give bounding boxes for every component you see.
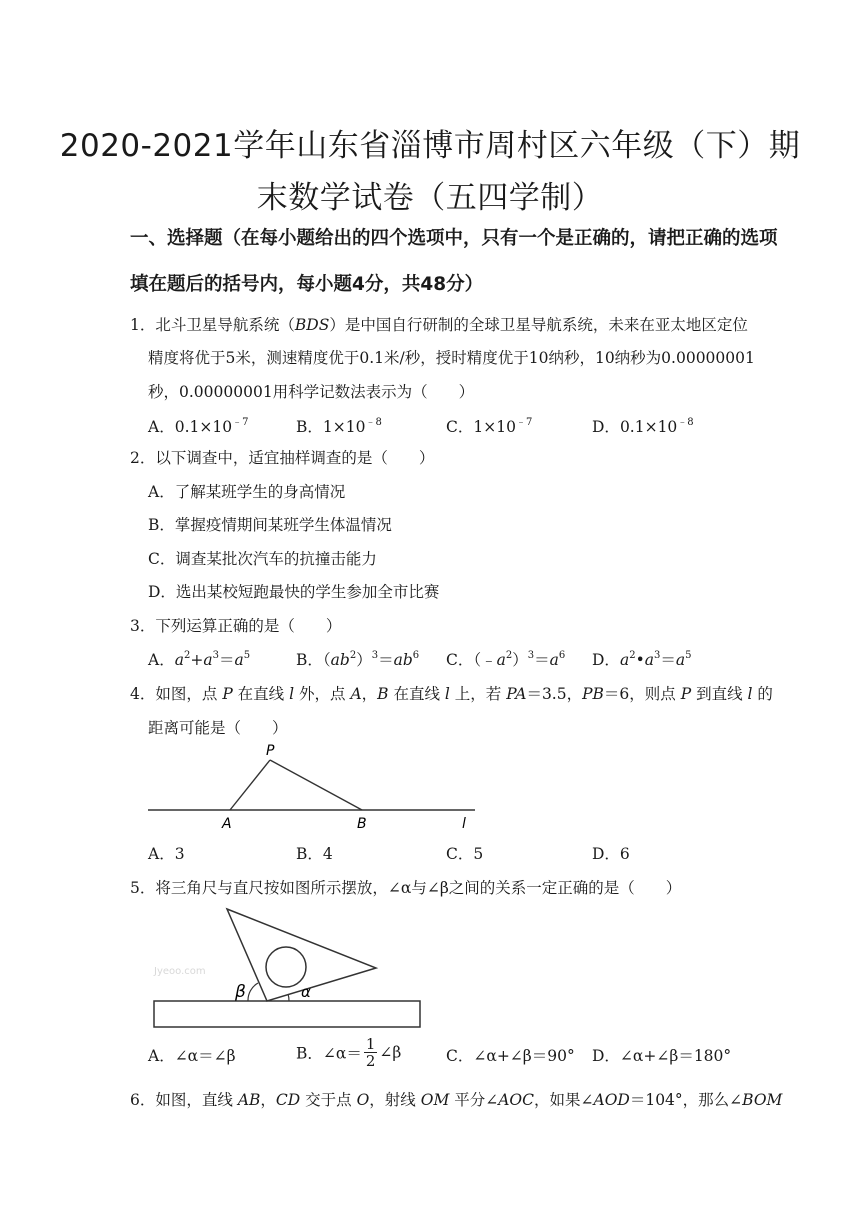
question-2-stem: 2．以下调查中，适宜抽样调查的是（ ） xyxy=(130,449,435,467)
question-4-line2: 距离可能是（ ） xyxy=(148,719,288,737)
q4-option-a: A．3 xyxy=(148,845,185,863)
q5-option-b: B．∠α＝ $\frac{1}{2}$ ∠β xyxy=(296,1035,402,1070)
label-l: l xyxy=(462,816,466,832)
question-5-stem: 5．将三角尺与直尺按如图所示摆放，∠α与∠β之间的关系一定正确的是（ ） xyxy=(130,879,682,897)
page-title-line1: 2020-2021学年山东省淄博市周村区六年级（下）期 xyxy=(59,128,801,164)
label-p: P xyxy=(266,743,275,759)
q1-option-d: D．$0.1\times 10^{﹣8}$ xyxy=(592,417,694,436)
section-heading-line2: 填在题后的括号内，每小题4分，共48分） xyxy=(130,274,484,295)
q3-option-c: C．$(﹣a^2)^3=a^6$ xyxy=(446,650,566,669)
q4-option-c: C．5 xyxy=(446,845,484,863)
q3-option-a: A．$a^2+a^3=a^5$ xyxy=(148,650,251,669)
q4-figure xyxy=(140,740,490,835)
q2-option-d: D．选出某校短跑最快的学生参加全市比赛 xyxy=(148,583,440,601)
segment-pa xyxy=(230,760,270,810)
question-number: 1． xyxy=(130,316,156,334)
label-alpha: α xyxy=(301,983,311,1001)
question-1-line3: 秒，0.00000001用科学记数法表示为（ ） xyxy=(148,383,475,401)
label-beta: β xyxy=(235,982,246,1002)
q5-option-c: C．∠α+∠β＝90° xyxy=(446,1047,575,1065)
fraction-one-half: $\frac{1}{2}$ xyxy=(365,1035,376,1070)
arc-alpha xyxy=(288,994,289,1001)
question-6-line1: 6．如图，直线 AB，CD 交于点 O，射线 OM 平分∠AOC，如果∠AOD＝104°，那么∠BOM xyxy=(130,1091,783,1109)
q2-option-c: C．调查某批次汽车的抗撞击能力 xyxy=(148,550,377,568)
q1-option-a: A．$0.1\times 10^{﹣7}$ xyxy=(148,417,249,436)
question-4-line1: 4．如图，点 P 在直线 l 外，点 A，B 在直线 l 上，若 PA＝3.5，PB＝6，则点 P 到直线 l 的 xyxy=(130,685,773,703)
q5-option-a: A．∠α＝∠β xyxy=(148,1047,236,1065)
q5-figure xyxy=(148,900,428,1035)
triangle-hole xyxy=(266,947,306,987)
arc-beta xyxy=(248,983,258,1001)
label-b: B xyxy=(357,816,367,832)
watermark: Jyeoo.com xyxy=(154,966,206,977)
q5-option-d: D．∠α+∠β＝180° xyxy=(592,1047,732,1065)
straight-ruler xyxy=(154,1001,420,1027)
q2-option-b: B．掌握疫情期间某班学生体温情况 xyxy=(148,516,392,534)
q3-option-b: B．$(ab^2)^3=ab^6$ xyxy=(296,650,420,669)
page-title-line2: 末数学试卷（五四学制） xyxy=(256,180,604,216)
q1-option-c: C．$1\times 10^{﹣7}$ xyxy=(446,417,533,436)
question-3-stem: 3．下列运算正确的是（ ） xyxy=(130,617,342,635)
label-a: A xyxy=(222,816,232,832)
question-1-line1: 1．北斗卫星导航系统（BDS）是中国自行研制的全球卫星导航系统，未来在亚太地区定位 xyxy=(130,316,748,334)
section-heading-line1: 一、选择题（在每小题给出的四个选项中，只有一个是正确的，请把正确的选项 xyxy=(130,228,778,249)
q4-option-b: B．4 xyxy=(296,845,333,863)
q1-option-b: B．$1\times 10^{﹣8}$ xyxy=(296,417,382,436)
q3-option-d: D．$a^2•a^3=a^5$ xyxy=(592,650,692,669)
segment-pb xyxy=(270,760,362,810)
q4-option-d: D．6 xyxy=(592,845,630,863)
question-1-line2: 精度将优于5米，测速精度优于0.1米/秒，授时精度优于10纳秒，10纳秒为0.00000001 xyxy=(148,349,755,367)
q2-option-a: A．了解某班学生的身高情况 xyxy=(148,483,346,501)
